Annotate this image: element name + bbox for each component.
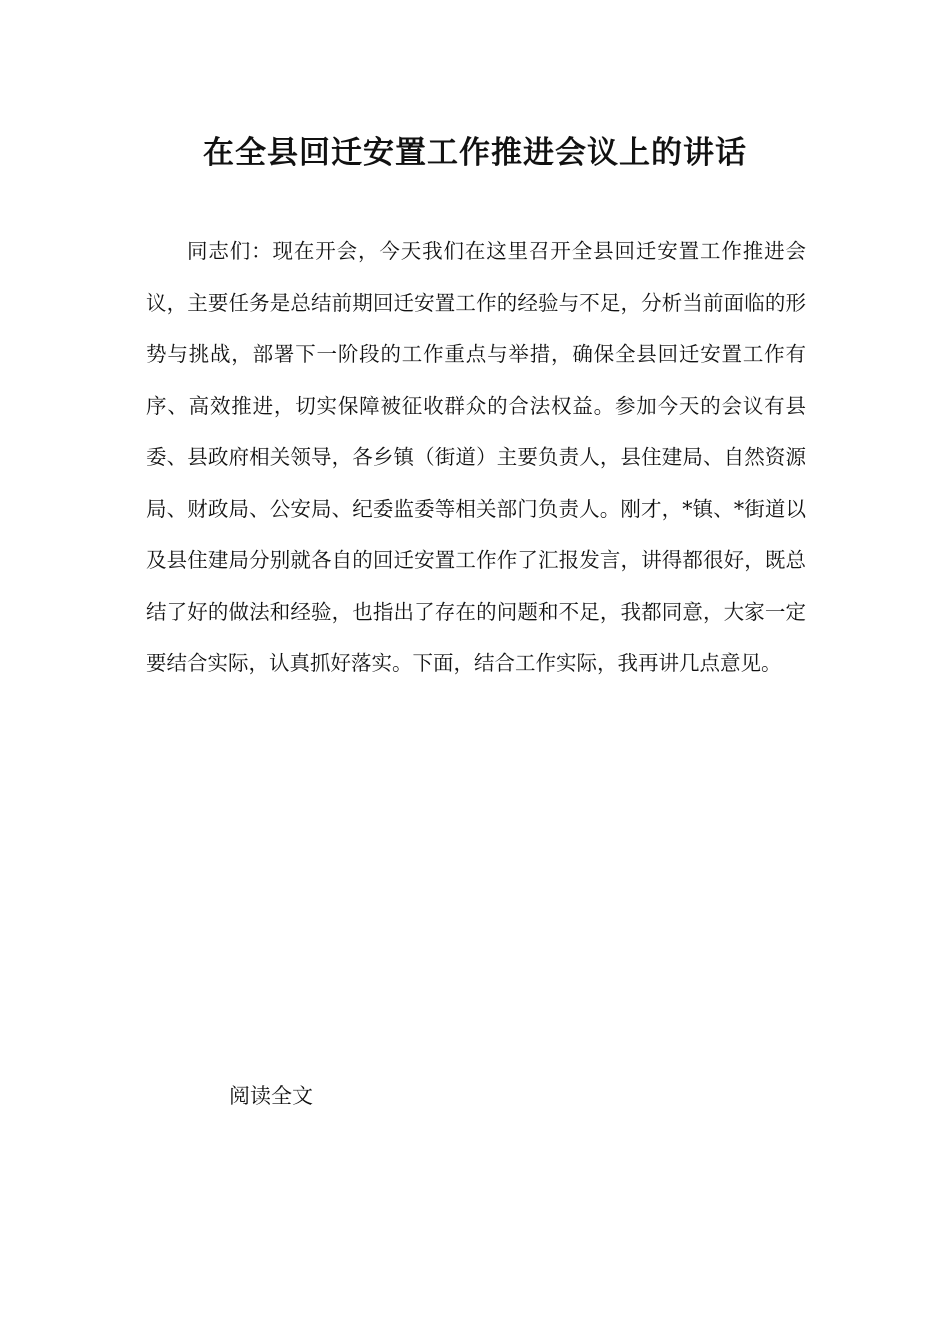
document-body-paragraph: 同志们：现在开会，今天我们在这里召开全县回迁安置工作推进会议，主要任务是总结前期回迁安置工作的经验与不足，分析当前面临的形势与挑战，部署下一阶段的工作重点与举措，确保全县回迁安置工作有序、高效推进，切实保障被征收群众的合法权益。参加今天的会议有县委、县政府相关领导，各乡镇（街道）主要负责人，县住建局、自然资源局、财政局、公安局、纪委监委等相关部门负责人。刚才，*镇、*街道以及县住建局分别就各自的回迁安置工作作了汇报发言，讲得都很好，既总结了好的做法和经验，也指出了存在的问题和不足，我都同意，大家一定要结合实际，认真抓好落实。下面，结合工作实际，我再讲几点意见。 — [146, 239, 806, 675]
document-title: 在全县回迁安置工作推进会议上的讲话 — [203, 135, 747, 171]
read-full-text-link[interactable]: 阅读全文 — [229, 1084, 313, 1108]
